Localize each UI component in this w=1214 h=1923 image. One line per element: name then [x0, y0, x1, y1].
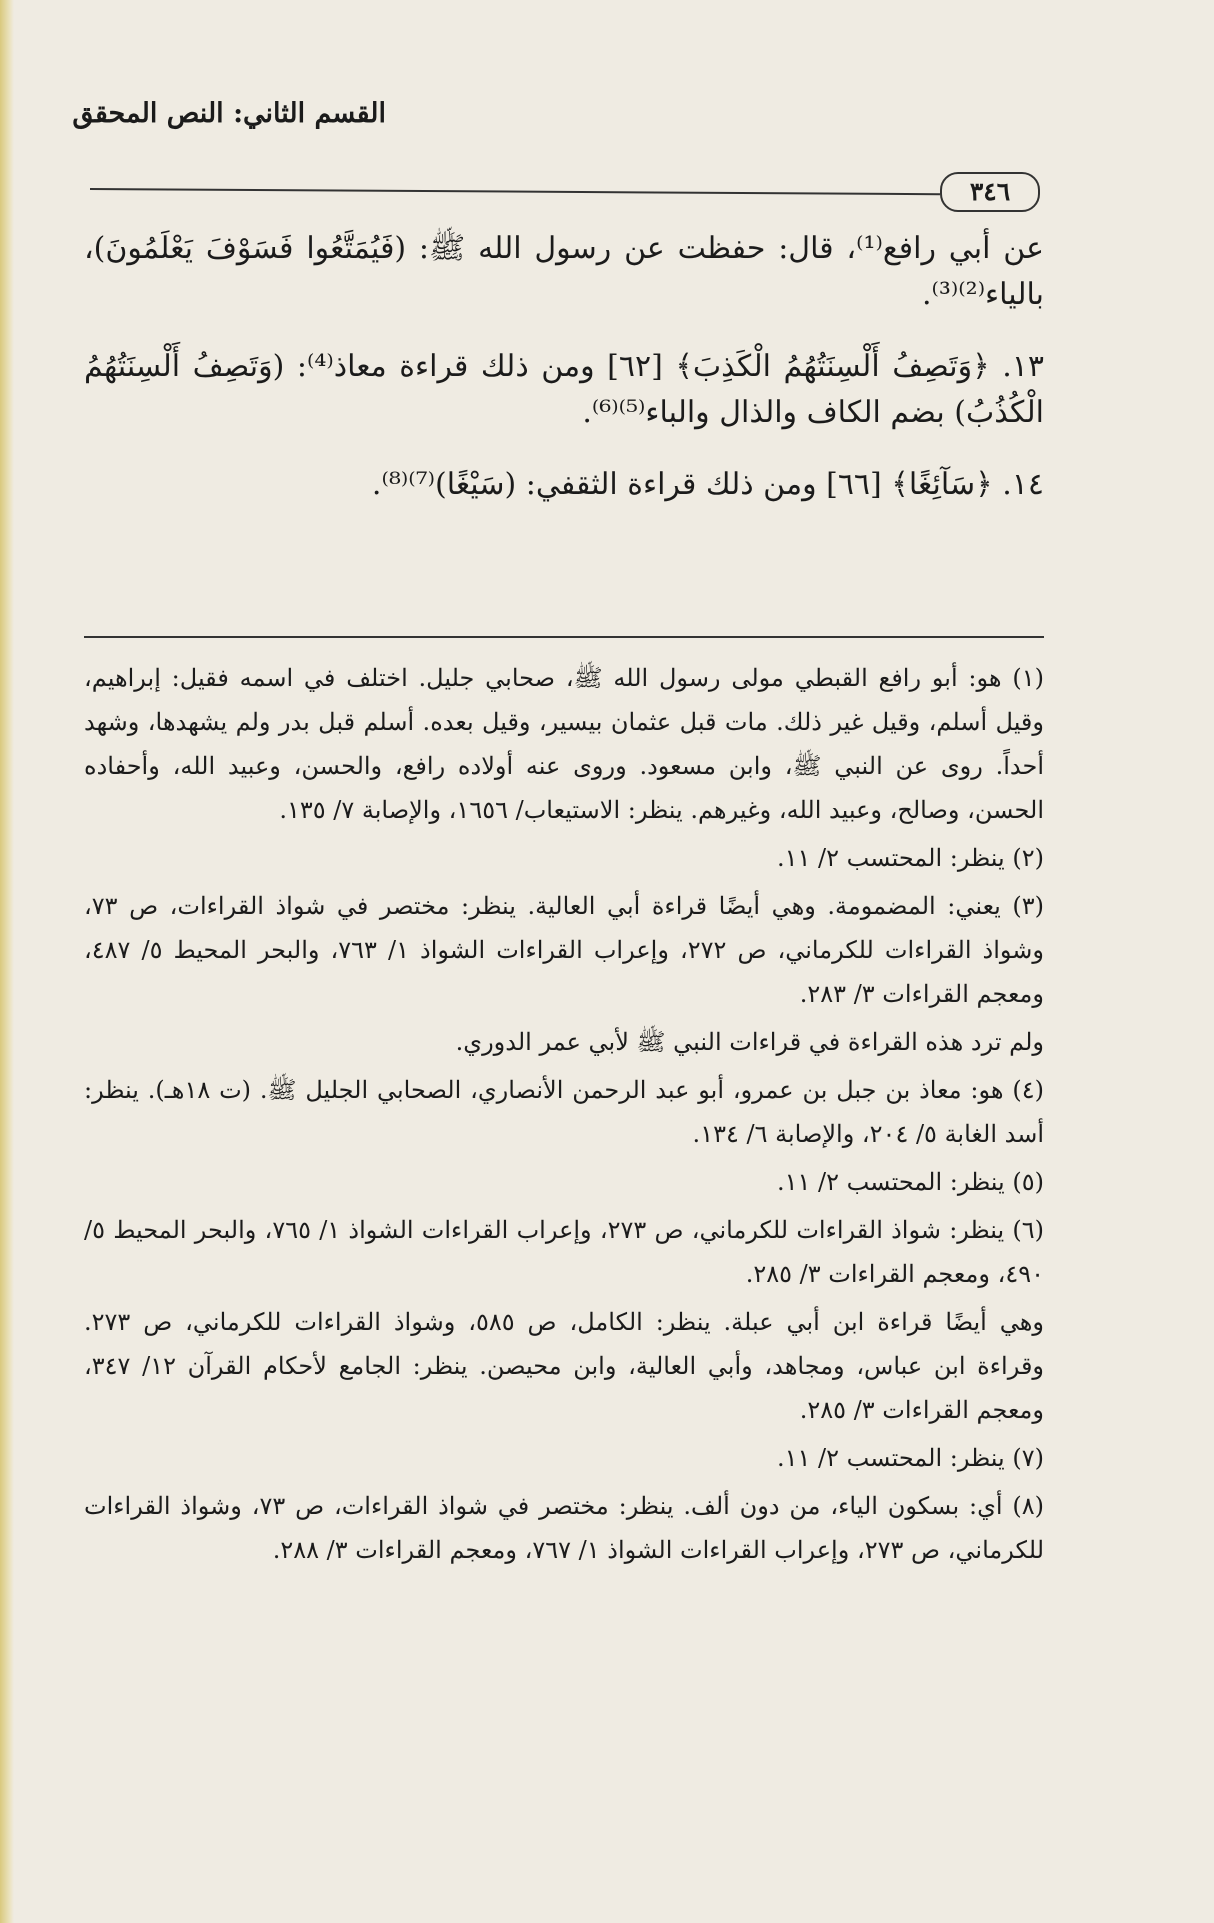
- running-head: القسم الثاني: النص المحقق: [72, 98, 386, 129]
- footnote: (٦) ينظر: شواذ القراءات للكرماني، ص ٢٧٣، وإعراب القراءات الشواذ ١/ ٧٦٥، والبحر المحيط ٥/ ٤٩٠، ومعجم القراءات ٣/ ٢٨٥.: [84, 1216, 1044, 1288]
- main-paragraph: عن أبي رافع⁽¹⁾، قال: حفظت عن رسول الله ﷺ: (فَيُمَتَّعُوا فَسَوْفَ يَعْلَمُونَ)، بالياء⁽²⁾⁽³⁾.: [84, 231, 1044, 312]
- footnote-separator: [84, 636, 1044, 638]
- main-text: [84, 226, 1044, 534]
- footnote: (٧) ينظر: المحتسب ٢/ ١١.: [776, 1444, 1044, 1472]
- main-paragraph: ١٤. ﴿سَآئِغًا﴾ [٦٦] ومن ذلك قراءة الثقفي: (سَيْغًا)⁽⁷⁾⁽⁸⁾.: [371, 467, 1044, 502]
- footnotes: [84, 656, 1044, 1576]
- footnote: (٨) أي: بسكون الياء، من دون ألف. ينظر: مختصر في شواذ القراءات، ص ٧٣، وشواذ القراءات للكرماني، ص ٢٧٣، وإعراب القراءات الشواذ ١/ ٧٦٧، ومعجم القراءات ٣/ ٢٨٨.: [84, 1492, 1044, 1564]
- page-number: ٣٤٦: [940, 172, 1040, 212]
- footnote: (٣) يعني: المضمومة. وهي أيضًا قراءة أبي العالية. ينظر: مختصر في شواذ القراءات، ص ٧٣، وشواذ القراءات للكرماني، ص ٢٧٢، وإعراب القراءات الشواذ ١/ ٧٦٣، والبحر المحيط ٥/ ٤٨٧، ومعجم القراءات ٣/ ٢٨٣.: [84, 892, 1044, 1008]
- footnote-continuation: وهي أيضًا قراءة ابن أبي عبلة. ينظر: الكامل، ص ٥٨٥، وشواذ القراءات للكرماني، ص ٢٧٣. وقراءة ابن عباس، ومجاهد، وأبي العالية، وابن محيصن. ينظر: الجامع لأحكام القرآن ١٢/ ٣٤٧، ومعجم القراءات ٣/ ٢٨٥.: [84, 1308, 1045, 1424]
- footnote: (٤) هو: معاذ بن جبل بن عمرو، أبو عبد الرحمن الأنصاري، الصحابي الجليل ﷺ. (ت ١٨هـ). ينظر: أسد الغابة ٥/ ٢٠٤، والإصابة ٦/ ١٣٤.: [84, 1076, 1044, 1148]
- footnote: (١) هو: أبو رافع القبطي مولى رسول الله ﷺ، صحابي جليل. اختلف في اسمه فقيل: إبراهيم، وقيل أسلم، وقيل غير ذلك. مات قبل عثمان بيسير، وقيل بعده. أسلم قبل بدر ولم يشهدها، وشهد أحداً. روى عن النبي ﷺ، وابن مسعود. وروى عنه أولاده رافع، والحسن، وعبيد الله، وأحفاده الحسن، وصالح، وعبيد الله، وغيرهم. ينظر: الاستيعاب/ ١٦٥٦، والإصابة ٧/ ١٣٥.: [84, 664, 1044, 824]
- footnote-continuation: ولم ترد هذه القراءة في قراءات النبي ﷺ لأبي عمر الدوري.: [455, 1028, 1044, 1056]
- header-rule: [90, 188, 940, 195]
- footnote: (٥) ينظر: المحتسب ٢/ ١١.: [776, 1168, 1044, 1196]
- main-paragraph: ١٣. ﴿وَتَصِفُ أَلْسِنَتُهُمُ الْكَذِبَ﴾ [٦٢] ومن ذلك قراءة معاذ⁽⁴⁾: (وَتَصِفُ أَلْسِنَتُهُمُ الْكُذُبُ) بضم الكاف والذال والباء⁽⁵⁾⁽⁶⁾.: [84, 349, 1044, 430]
- footnote: (٢) ينظر: المحتسب ٢/ ١١.: [776, 844, 1044, 872]
